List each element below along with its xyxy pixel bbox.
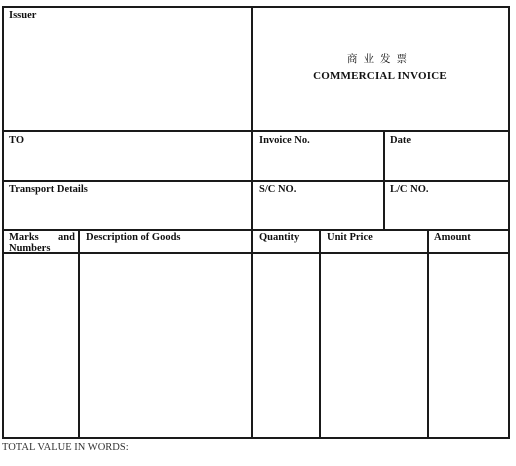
divider-issuer-bottom <box>2 130 510 132</box>
divider-marks-description <box>78 229 80 439</box>
column-header-unit-price: Unit Price <box>327 232 373 243</box>
column-header-marks-and-numbers: Marks and Numbers <box>9 232 75 254</box>
total-value-in-words-label: TOTAL VALUE IN WORDS: <box>2 442 129 453</box>
title-chinese: 商业发票 <box>347 53 413 65</box>
divider-unitprice-amount <box>427 229 429 439</box>
date-label: Date <box>390 135 411 146</box>
transport-details-label: Transport Details <box>9 184 88 195</box>
form-left-border <box>2 6 4 439</box>
sc-no-label: S/C NO. <box>259 184 297 195</box>
to-label: TO <box>9 135 24 146</box>
column-header-amount: Amount <box>434 232 471 243</box>
issuer-label: Issuer <box>9 10 37 21</box>
column-header-description-of-goods: Description of Goods <box>86 232 181 243</box>
form-top-border <box>2 6 510 8</box>
form-right-border <box>508 6 510 439</box>
title-english: COMMERCIAL INVOICE <box>313 70 447 82</box>
invoice-no-label: Invoice No. <box>259 135 310 146</box>
divider-to-bottom <box>2 180 510 182</box>
column-header-quantity: Quantity <box>259 232 300 243</box>
divider-quantity-unitprice <box>319 229 321 439</box>
divider-date-lc-vertical <box>383 130 385 230</box>
lc-no-label: L/C NO. <box>390 184 429 195</box>
